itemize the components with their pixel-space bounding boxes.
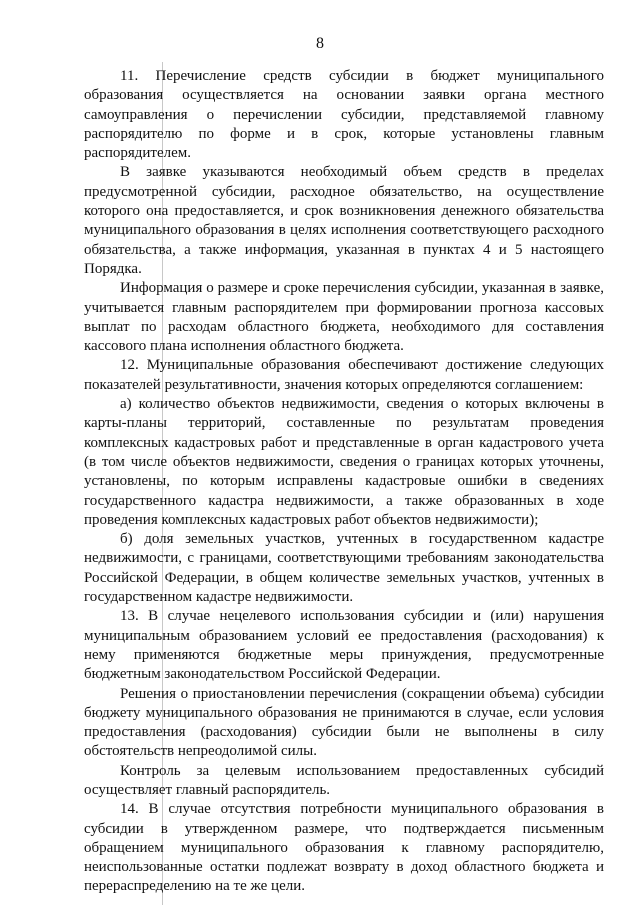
paragraph-13-control: Контроль за целевым использованием предоставленных субсидий осуществляет главный распорядитель. [84,762,604,798]
paragraph-12-a: а) количество объектов недвижимости, сведения о которых включены в карты-планы территорий, составленные по результатам проведения комплексных кадастровых работ и представленные в орган кадастрового учета (в том числе объектов недвижимости, сведения о границах которых уточнены, установлены, по которым исправлены кадастровые ошибки в сведениях государственного кадастра недвижимости, а также образованных в ходе проведения комплексных кадастровых работ объектов недвижимости); [84,396,604,528]
page-number: 8 [316,35,324,52]
paragraph-13-suspension: Решения о приостановлении перечисления (сокращении объема) субсидии бюджету муниципального образования не принимаются в случае, если условия предоставления (расходования) субсидии были не выполнены в силу обстоятельств непреодолимой силы. [84,685,604,760]
paragraph-12-b: б) доля земельных участков, учтенных в государственном кадастре недвижимости, с границами, соответствующими требованиям законодательства Российской Федерации, в общем количестве земельных участков, учтенных в государственном кадастре недвижимости. [84,531,604,606]
paragraph-13: 13. В случае нецелевого использования субсидии и (или) нарушения муниципальным образованием условий ее предоставления (расходования) к нему применяются бюджетные меры принуждения, предусмотренные бюджетным законодательством Российской Федерации. [84,608,604,683]
paragraph-12: 12. Муниципальные образования обеспечивают достижение следующих показателей результативности, значения которых определяются соглашением: [84,357,604,393]
paragraph-11: 11. Перечисление средств субсидии в бюджет муниципального образования осуществляется на основании заявки органа местного самоуправления о перечислении субсидии, представляемой главному распорядителю по форме и в срок, которые установлены главным распорядителем. [84,68,604,162]
paragraph-14: 14. В случае отсутствия потребности муниципального образования в субсидии в утвержденном размере, что подтверждается письменным обращением муниципального образования к главному распорядителю, неиспользованные остатки подлежат возврату в доход областного бюджета и перераспределению на те же цели. [84,801,604,895]
document-body [84,67,604,897]
paragraph-11-information: Информация о размере и сроке перечисления субсидии, указанная в заявке, учитывается главным распорядителем при формировании прогноза кассовых выплат по расходам областного бюджета, необходимого для составления кассового плана исполнения областного бюджета. [84,280,604,355]
paragraph-11-application: В заявке указываются необходимый объем средств в пределах предусмотренной субсидии, расходное обязательство, на осуществление которого она предоставляется, и срок возникновения денежного обязательства муниципального образования в целях исполнения соответствующего расходного обязательства, а также информация, указанная в пунктах 4 и 5 настоящего Порядка. [84,164,604,277]
